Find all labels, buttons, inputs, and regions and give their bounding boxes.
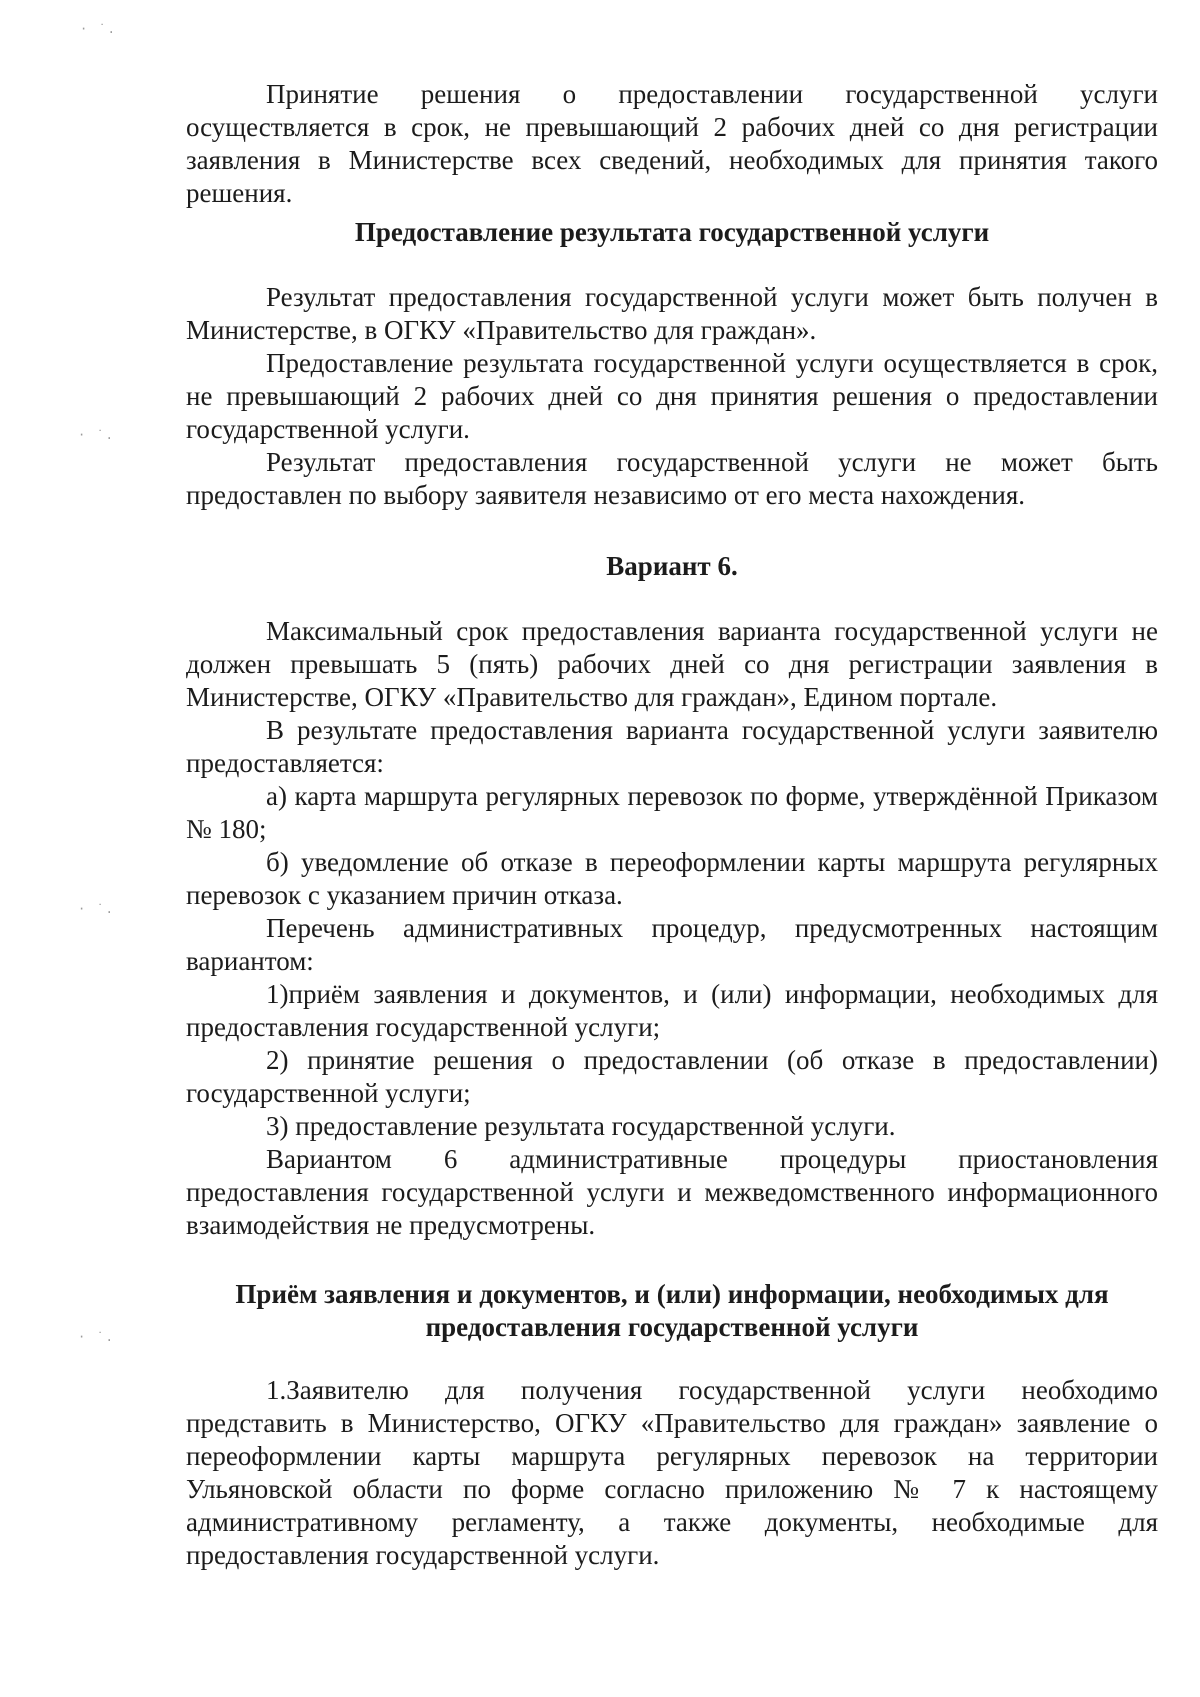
paragraph-no-suspension: Вариантом 6 административные процедуры приостановления предоставления государственной услуги и межведомственного информационного взаимодействия не предусмотрены. xyxy=(186,1144,1158,1240)
document-body xyxy=(186,78,1158,1572)
heading-result-provision: Предоставление результата государственной услуги xyxy=(354,217,990,247)
heading-variant-6: Вариант 6. xyxy=(606,551,738,581)
scan-noise: · ˙. xyxy=(78,428,115,442)
scan-noise: · ˙. xyxy=(78,1330,115,1344)
list-item-a: а) карта маршрута регулярных перевозок по форме, утверждённой Приказом № 180; xyxy=(186,781,1158,844)
paragraph-max-term: Максимальный срок предоставления варианта государственной услуги не должен превышать 5 (пять) рабочих дней со дня регистрации заявления в Министерстве, ОГКУ «Правительство для граждан», Едином портале. xyxy=(186,616,1158,712)
scan-noise: · ˙. xyxy=(80,22,117,36)
scan-noise: · ˙. xyxy=(78,902,115,916)
paragraph-procedures-intro: Перечень административных процедур, предусмотренных настоящим вариантом: xyxy=(186,913,1158,976)
paragraph-result-place: Результат предоставления государственной услуги может быть получен в Министерстве, в ОГКУ «Правительство для граждан». xyxy=(186,282,1158,345)
paragraph-applicant-submission: 1.Заявителю для получения государственной услуги необходимо представить в Министерство, ОГКУ «Правительство для граждан» заявление о переоформлении карты маршрута регулярных перевозок на территории Ульяновской области по форме согласно приложению № 7 к настоящему административному регламенту, а также документы, необходимые для предоставления государственной услуги. xyxy=(186,1375,1158,1570)
paragraph-decision-term: Принятие решения о предоставлении государственной услуги осуществляется в срок, не превышающий 2 рабочих дней со дня регистрации заявления в Министерстве всех сведений, необходимых для принятия такого решения. xyxy=(186,79,1158,208)
list-item-3: 3) предоставление результата государственной услуги. xyxy=(266,1111,896,1141)
list-item-2: 2) принятие решения о предоставлении (об отказе в предоставлении) государственной услуги; xyxy=(186,1045,1158,1108)
paragraph-result-intro: В результате предоставления варианта государственной услуги заявителю предоставляется: xyxy=(186,715,1158,778)
paragraph-result-term: Предоставление результата государственной услуги осуществляется в срок, не превышающий 2 рабочих дней со дня принятия решения о предоставлении государственной услуги. xyxy=(186,348,1158,444)
paragraph-result-extraterritorial: Результат предоставления государственной услуги не может быть предоставлен по выбору заявителя независимо от его места нахождения. xyxy=(186,447,1158,510)
heading-application-intake: Приём заявления и документов, и (или) информации, необходимых для предоставления государственной услуги xyxy=(235,1279,1109,1342)
list-item-b: б) уведомление об отказе в переоформлении карты маршрута регулярных перевозок с указанием причин отказа. xyxy=(186,847,1158,910)
list-item-1: 1)приём заявления и документов, и (или) информации, необходимых для предоставления государственной услуги; xyxy=(186,979,1158,1042)
